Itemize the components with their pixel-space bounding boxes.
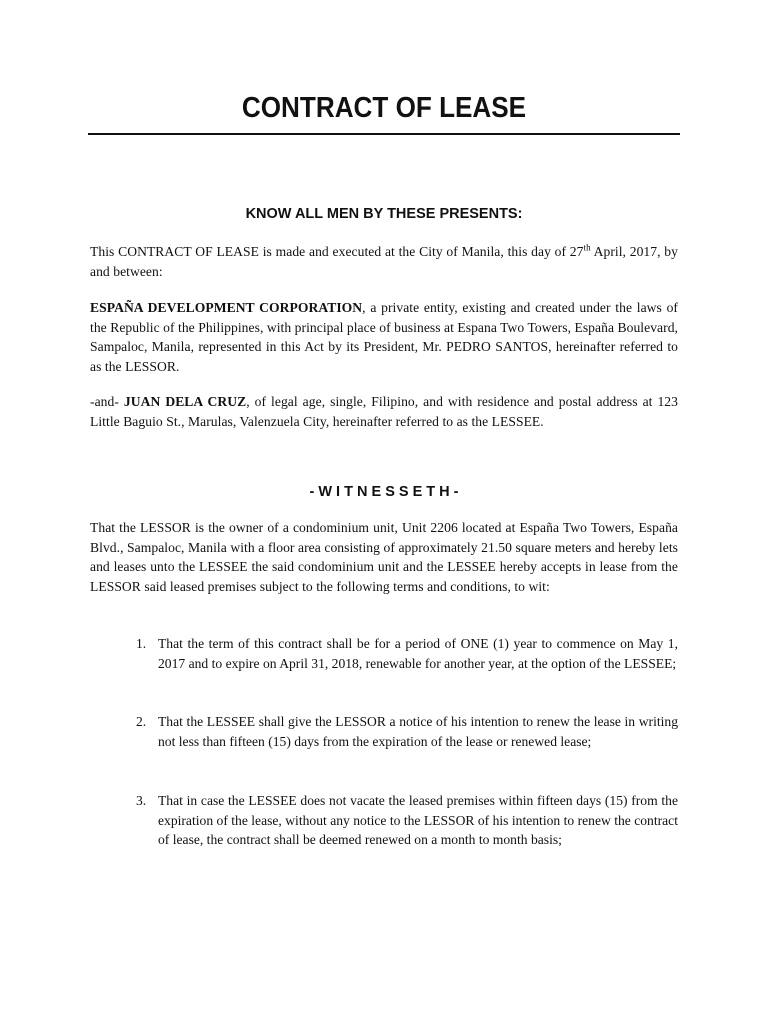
list-item-number: 1.: [136, 636, 147, 651]
lessee-prefix: -and-: [90, 394, 124, 409]
intro-paragraph: [90, 242, 678, 281]
lessee-name: JUAN DELA CRUZ: [123, 394, 247, 409]
lessee-description: , of legal age, single, Filipino, and with residence and postal address at 123 Little Baguio St., Marulas, Valenzuela City, hereinafter referred to as the LESSEE.: [90, 394, 678, 429]
list-item-number: 2.: [136, 714, 147, 729]
lessor-paragraph: [90, 298, 678, 376]
witnesseth-body: That the LESSOR is the owner of a condominium unit, Unit 2206 located at España Two Towers, España Blvd., Sampaloc, Manila with a floor area consisting of approximately 21.50 square meters and hereby lets and leases unto the LESSEE the said condominium unit and the LESSEE hereby accepts in lease from the LESSOR said leased premises subject to the following terms and conditions, to wit:: [90, 520, 678, 594]
lessor-name: ESPAÑA DEVELOPMENT CORPORATION: [90, 300, 363, 315]
date-superscript: th: [583, 242, 591, 253]
presents-heading: KNOW ALL MEN BY THESE PRESENTS:: [245, 206, 523, 222]
lessor-description: , a private entity, existing and created under the laws of the Republic of the Philippines, with principal place of business at Espana Two Towers, España Boulevard, Sampaloc, Manila, represented in this Act by its President, Mr. PEDRO SANTOS, hereinafter referred to as the LESSOR.: [90, 300, 679, 374]
document-title: CONTRACT OF LEASE: [241, 92, 527, 124]
intro-text-end: April, 2017, by and between:: [90, 244, 678, 279]
list-item-text: That in case the LESSEE does not vacate the leased premises within fifteen days (15) from the expiration of the lease, without any notice to the LESSOR of his intention to renew the contract of lease, the contract shall be deemed renewed on a month to month basis;: [158, 793, 678, 847]
witnesseth-heading: [88, 484, 680, 500]
witnesseth-heading-text: - W I T N E S S E T H -: [309, 484, 459, 500]
lessee-paragraph: [90, 392, 678, 431]
list-item-number: 3.: [136, 793, 147, 808]
list-item-text: That the term of this contract shall be for a period of ONE (1) year to commence on May 1, 2017 and to expire on April 31, 2018, renewable for another year, at the option of the LESSEE;: [158, 636, 678, 671]
intro-text: This CONTRACT OF LEASE is made and executed at the City of Manila, this day of 27: [90, 244, 584, 259]
title-underline: [88, 133, 680, 135]
list-item-text: That the LESSEE shall give the LESSOR a notice of his intention to renew the lease in writing not less than fifteen (15) days from the expiration of the lease or renewed lease;: [158, 714, 678, 749]
